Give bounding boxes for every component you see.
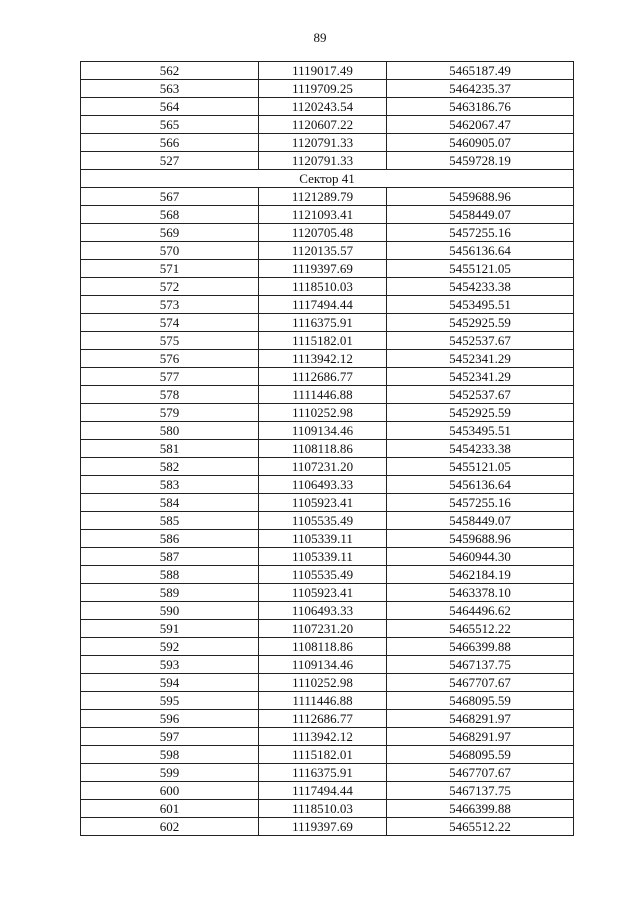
y-coordinate-cell: 5459688.96 <box>387 188 574 206</box>
table-row <box>81 764 574 782</box>
table-row <box>81 206 574 224</box>
point-number-cell: 599 <box>81 764 259 782</box>
table-row <box>81 458 574 476</box>
y-coordinate-cell: 5454233.38 <box>387 440 574 458</box>
coordinates-table-body <box>81 62 574 836</box>
table-row <box>81 386 574 404</box>
point-number-cell: 588 <box>81 566 259 584</box>
point-number-cell: 596 <box>81 710 259 728</box>
x-coordinate-cell: 1105535.49 <box>259 512 387 530</box>
table-row <box>81 656 574 674</box>
point-number-cell: 590 <box>81 602 259 620</box>
x-coordinate-cell: 1110252.98 <box>259 404 387 422</box>
table-row <box>81 494 574 512</box>
y-coordinate-cell: 5464235.37 <box>387 80 574 98</box>
point-number-cell: 591 <box>81 620 259 638</box>
y-coordinate-cell: 5465187.49 <box>387 62 574 80</box>
x-coordinate-cell: 1108118.86 <box>259 638 387 656</box>
point-number-cell: 577 <box>81 368 259 386</box>
table-row <box>81 314 574 332</box>
table-row <box>81 530 574 548</box>
table-row <box>81 350 574 368</box>
x-coordinate-cell: 1113942.12 <box>259 350 387 368</box>
coordinates-table <box>80 61 574 836</box>
point-number-cell: 570 <box>81 242 259 260</box>
y-coordinate-cell: 5452341.29 <box>387 368 574 386</box>
point-number-cell: 594 <box>81 674 259 692</box>
y-coordinate-cell: 5452537.67 <box>387 332 574 350</box>
y-coordinate-cell: 5456136.64 <box>387 242 574 260</box>
x-coordinate-cell: 1120135.57 <box>259 242 387 260</box>
table-row <box>81 422 574 440</box>
y-coordinate-cell: 5463186.76 <box>387 98 574 116</box>
x-coordinate-cell: 1119017.49 <box>259 62 387 80</box>
table-row <box>81 98 574 116</box>
table-row <box>81 746 574 764</box>
point-number-cell: 579 <box>81 404 259 422</box>
y-coordinate-cell: 5467137.75 <box>387 782 574 800</box>
x-coordinate-cell: 1120607.22 <box>259 116 387 134</box>
point-number-cell: 585 <box>81 512 259 530</box>
point-number-cell: 600 <box>81 782 259 800</box>
table-row <box>81 116 574 134</box>
y-coordinate-cell: 5457255.16 <box>387 494 574 512</box>
x-coordinate-cell: 1107231.20 <box>259 620 387 638</box>
table-row <box>81 440 574 458</box>
point-number-cell: 567 <box>81 188 259 206</box>
point-number-cell: 568 <box>81 206 259 224</box>
x-coordinate-cell: 1105923.41 <box>259 584 387 602</box>
point-number-cell: 586 <box>81 530 259 548</box>
table-row <box>81 260 574 278</box>
y-coordinate-cell: 5468291.97 <box>387 710 574 728</box>
point-number-cell: 584 <box>81 494 259 512</box>
table-row <box>81 818 574 836</box>
point-number-cell: 593 <box>81 656 259 674</box>
y-coordinate-cell: 5467137.75 <box>387 656 574 674</box>
x-coordinate-cell: 1112686.77 <box>259 710 387 728</box>
x-coordinate-cell: 1115182.01 <box>259 746 387 764</box>
x-coordinate-cell: 1116375.91 <box>259 764 387 782</box>
point-number-cell: 564 <box>81 98 259 116</box>
table-row <box>81 224 574 242</box>
point-number-cell: 569 <box>81 224 259 242</box>
table-row <box>81 674 574 692</box>
y-coordinate-cell: 5465512.22 <box>387 620 574 638</box>
x-coordinate-cell: 1115182.01 <box>259 332 387 350</box>
table-row <box>81 476 574 494</box>
y-coordinate-cell: 5459688.96 <box>387 530 574 548</box>
x-coordinate-cell: 1105339.11 <box>259 548 387 566</box>
x-coordinate-cell: 1112686.77 <box>259 368 387 386</box>
point-number-cell: 580 <box>81 422 259 440</box>
y-coordinate-cell: 5452925.59 <box>387 404 574 422</box>
point-number-cell: 527 <box>81 152 259 170</box>
x-coordinate-cell: 1111446.88 <box>259 386 387 404</box>
point-number-cell: 582 <box>81 458 259 476</box>
sector-header-row <box>81 170 574 188</box>
x-coordinate-cell: 1107231.20 <box>259 458 387 476</box>
table-row <box>81 134 574 152</box>
y-coordinate-cell: 5459728.19 <box>387 152 574 170</box>
point-number-cell: 597 <box>81 728 259 746</box>
point-number-cell: 566 <box>81 134 259 152</box>
y-coordinate-cell: 5463378.10 <box>387 584 574 602</box>
y-coordinate-cell: 5452925.59 <box>387 314 574 332</box>
y-coordinate-cell: 5466399.88 <box>387 800 574 818</box>
y-coordinate-cell: 5453495.51 <box>387 422 574 440</box>
x-coordinate-cell: 1121093.41 <box>259 206 387 224</box>
point-number-cell: 589 <box>81 584 259 602</box>
point-number-cell: 587 <box>81 548 259 566</box>
y-coordinate-cell: 5468291.97 <box>387 728 574 746</box>
y-coordinate-cell: 5466399.88 <box>387 638 574 656</box>
table-row <box>81 62 574 80</box>
y-coordinate-cell: 5467707.67 <box>387 674 574 692</box>
x-coordinate-cell: 1121289.79 <box>259 188 387 206</box>
x-coordinate-cell: 1106493.33 <box>259 602 387 620</box>
point-number-cell: 574 <box>81 314 259 332</box>
sector-label: Сектор 41 <box>81 170 574 188</box>
table-row <box>81 512 574 530</box>
table-row <box>81 242 574 260</box>
point-number-cell: 595 <box>81 692 259 710</box>
point-number-cell: 576 <box>81 350 259 368</box>
table-row <box>81 152 574 170</box>
point-number-cell: 592 <box>81 638 259 656</box>
table-row <box>81 332 574 350</box>
point-number-cell: 571 <box>81 260 259 278</box>
table-row <box>81 404 574 422</box>
y-coordinate-cell: 5458449.07 <box>387 206 574 224</box>
y-coordinate-cell: 5454233.38 <box>387 278 574 296</box>
x-coordinate-cell: 1117494.44 <box>259 782 387 800</box>
table-row <box>81 602 574 620</box>
table-row <box>81 278 574 296</box>
y-coordinate-cell: 5467707.67 <box>387 764 574 782</box>
table-row <box>81 638 574 656</box>
point-number-cell: 601 <box>81 800 259 818</box>
x-coordinate-cell: 1118510.03 <box>259 800 387 818</box>
x-coordinate-cell: 1109134.46 <box>259 656 387 674</box>
table-row <box>81 566 574 584</box>
y-coordinate-cell: 5456136.64 <box>387 476 574 494</box>
point-number-cell: 565 <box>81 116 259 134</box>
x-coordinate-cell: 1120243.54 <box>259 98 387 116</box>
point-number-cell: 602 <box>81 818 259 836</box>
x-coordinate-cell: 1105923.41 <box>259 494 387 512</box>
x-coordinate-cell: 1118510.03 <box>259 278 387 296</box>
table-row <box>81 584 574 602</box>
y-coordinate-cell: 5460944.30 <box>387 548 574 566</box>
y-coordinate-cell: 5452341.29 <box>387 350 574 368</box>
y-coordinate-cell: 5462067.47 <box>387 116 574 134</box>
x-coordinate-cell: 1110252.98 <box>259 674 387 692</box>
point-number-cell: 572 <box>81 278 259 296</box>
table-row <box>81 692 574 710</box>
table-row <box>81 620 574 638</box>
page-number: 89 <box>313 30 327 45</box>
point-number-cell: 563 <box>81 80 259 98</box>
y-coordinate-cell: 5458449.07 <box>387 512 574 530</box>
y-coordinate-cell: 5462184.19 <box>387 566 574 584</box>
y-coordinate-cell: 5455121.05 <box>387 260 574 278</box>
x-coordinate-cell: 1105535.49 <box>259 566 387 584</box>
y-coordinate-cell: 5457255.16 <box>387 224 574 242</box>
x-coordinate-cell: 1113942.12 <box>259 728 387 746</box>
x-coordinate-cell: 1109134.46 <box>259 422 387 440</box>
x-coordinate-cell: 1119709.25 <box>259 80 387 98</box>
point-number-cell: 573 <box>81 296 259 314</box>
y-coordinate-cell: 5460905.07 <box>387 134 574 152</box>
y-coordinate-cell: 5468095.59 <box>387 746 574 764</box>
x-coordinate-cell: 1111446.88 <box>259 692 387 710</box>
x-coordinate-cell: 1106493.33 <box>259 476 387 494</box>
point-number-cell: 581 <box>81 440 259 458</box>
x-coordinate-cell: 1120791.33 <box>259 134 387 152</box>
table-row <box>81 368 574 386</box>
x-coordinate-cell: 1120705.48 <box>259 224 387 242</box>
table-row <box>81 80 574 98</box>
table-row <box>81 800 574 818</box>
table-row <box>81 728 574 746</box>
x-coordinate-cell: 1120791.33 <box>259 152 387 170</box>
y-coordinate-cell: 5465512.22 <box>387 818 574 836</box>
y-coordinate-cell: 5452537.67 <box>387 386 574 404</box>
point-number-cell: 562 <box>81 62 259 80</box>
table-row <box>81 296 574 314</box>
y-coordinate-cell: 5455121.05 <box>387 458 574 476</box>
x-coordinate-cell: 1105339.11 <box>259 530 387 548</box>
table-row <box>81 782 574 800</box>
point-number-cell: 583 <box>81 476 259 494</box>
x-coordinate-cell: 1119397.69 <box>259 818 387 836</box>
x-coordinate-cell: 1108118.86 <box>259 440 387 458</box>
y-coordinate-cell: 5468095.59 <box>387 692 574 710</box>
y-coordinate-cell: 5464496.62 <box>387 602 574 620</box>
x-coordinate-cell: 1119397.69 <box>259 260 387 278</box>
point-number-cell: 575 <box>81 332 259 350</box>
table-row <box>81 548 574 566</box>
x-coordinate-cell: 1116375.91 <box>259 314 387 332</box>
table-row <box>81 188 574 206</box>
x-coordinate-cell: 1117494.44 <box>259 296 387 314</box>
table-row <box>81 710 574 728</box>
y-coordinate-cell: 5453495.51 <box>387 296 574 314</box>
point-number-cell: 578 <box>81 386 259 404</box>
point-number-cell: 598 <box>81 746 259 764</box>
